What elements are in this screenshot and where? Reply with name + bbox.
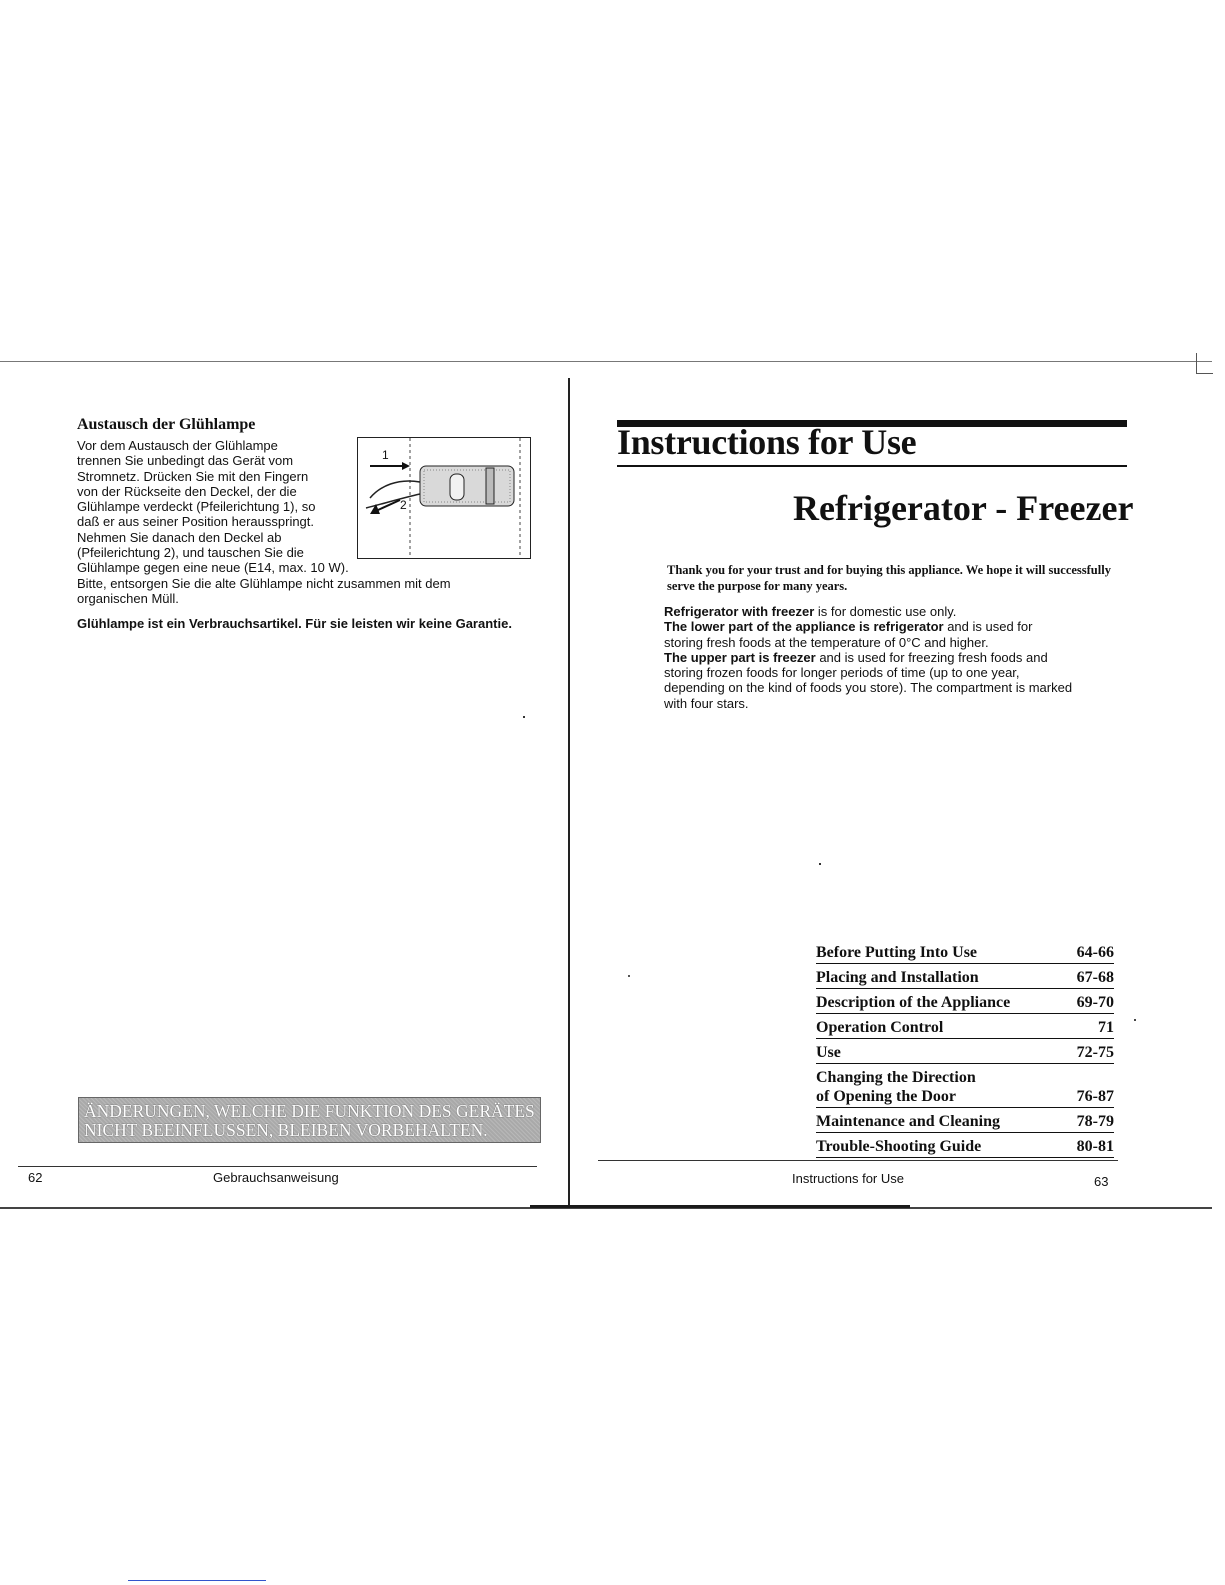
paragraph-line: trennen Sie unbedingt das Gerät vom xyxy=(77,453,294,469)
body-text: is for domestic use only. xyxy=(814,604,957,619)
toc-title: Maintenance and Cleaning xyxy=(816,1113,1001,1130)
scan-top-rule xyxy=(0,361,1212,362)
toc-pages: 64-66 xyxy=(1076,944,1114,961)
toc-row[interactable] xyxy=(816,1039,1114,1064)
crop-mark xyxy=(1196,353,1213,374)
notice-line: NICHT BEEINFLUSSEN, BLEIBEN VORBEHALTEN. xyxy=(84,1120,488,1140)
footer-rule xyxy=(598,1160,1118,1161)
arrow-2-label: 2 xyxy=(400,498,407,512)
body-line xyxy=(664,604,1124,619)
toc-row[interactable] xyxy=(816,939,1114,964)
scan-bottom-shadow xyxy=(530,1205,910,1208)
table-of-contents xyxy=(816,939,1114,1158)
scan-speck xyxy=(1134,1019,1136,1021)
body-line xyxy=(664,619,1124,634)
body-text: and is used for freezing fresh foods and xyxy=(815,649,1048,665)
paragraph-line: organischen Müll. xyxy=(77,590,179,606)
toc-row[interactable] xyxy=(816,964,1114,989)
appliance-description xyxy=(664,604,1124,711)
body-line: storing fresh foods at the temperature of 0°C and higher. xyxy=(664,634,989,650)
book-spine xyxy=(568,378,570,1208)
toc-title: Placing and Installation xyxy=(816,969,979,986)
footer-rule xyxy=(18,1166,537,1167)
toc-title-line: of Opening the Door xyxy=(816,1088,956,1105)
body-line xyxy=(664,650,1124,665)
footer-title: Gebrauchsanweisung xyxy=(213,1170,339,1185)
body-text: and is used for xyxy=(943,619,1033,635)
notice-line: ÄNDERUNGEN, WELCHE DIE FUNKTION DES GERÄTES xyxy=(84,1101,535,1121)
body-bold: The lower part of the appliance is refrigerator xyxy=(664,619,944,635)
warranty-note: Glühlampe ist ein Verbrauchsartikel. Für sie leisten wir keine Garantie. xyxy=(77,616,512,631)
paragraph-line: (Pfeilerichtung 2), und tauschen Sie die xyxy=(77,545,304,561)
paragraph-line: von der Rückseite den Deckel, der die xyxy=(77,483,297,499)
link-underline xyxy=(128,1580,266,1581)
toc-title-line: Changing the Direction xyxy=(816,1069,976,1086)
paragraph-line: Bitte, entsorgen Sie die alte Glühlampe nicht zusammen mit dem xyxy=(77,575,451,591)
arrow-1-label: 1 xyxy=(382,448,389,462)
page-number: 63 xyxy=(1094,1174,1109,1189)
paragraph-line: Vor dem Austausch der Glühlampe xyxy=(77,438,278,453)
title-bottom-rule xyxy=(617,465,1127,467)
paragraph-line: Glühlampe gegen eine neue (E14, max. 10 W). xyxy=(77,560,349,576)
paragraph-line: Nehmen Sie danach den Deckel ab xyxy=(77,529,282,545)
lamp-replacement-figure xyxy=(357,437,531,559)
toc-title: Trouble-Shooting Guide xyxy=(816,1138,982,1155)
intro-paragraph: Thank you for your trust and for buying this appliance. We hope it will successfully serve the purpose for many years. xyxy=(667,563,1111,593)
page-subtitle: Refrigerator - Freezer xyxy=(793,488,1134,528)
page-number: 62 xyxy=(28,1170,43,1185)
body-line: with four stars. xyxy=(664,695,749,711)
toc-pages: 72-75 xyxy=(1076,1044,1114,1061)
paragraph-line: Glühlampe verdeckt (Pfeilerichtung 1), so xyxy=(77,499,316,515)
toc-row[interactable] xyxy=(816,1064,1114,1108)
body-line: depending on the kind of foods you store). The compartment is marked xyxy=(664,680,1073,696)
toc-pages: 67-68 xyxy=(1076,969,1114,986)
body-bold: The upper part is freezer xyxy=(664,649,816,665)
toc-title: Use xyxy=(816,1044,841,1061)
toc-row[interactable] xyxy=(816,1014,1114,1039)
toc-pages: 71 xyxy=(1098,1019,1114,1036)
scan-speck xyxy=(628,975,630,977)
toc-pages: 76-87 xyxy=(1076,1088,1114,1105)
scan-speck xyxy=(819,863,821,865)
toc-row[interactable] xyxy=(816,1133,1114,1158)
body-bold: Refrigerator with freezer xyxy=(664,604,815,619)
scan-speck xyxy=(523,716,525,718)
toc-pages: 80-81 xyxy=(1076,1138,1114,1155)
footer-title: Instructions for Use xyxy=(792,1171,904,1186)
toc-row[interactable] xyxy=(816,1108,1114,1133)
toc-title: Before Putting Into Use xyxy=(816,944,978,961)
page-title: Instructions for Use xyxy=(617,422,917,462)
toc-pages: 78-79 xyxy=(1076,1113,1114,1130)
paragraph-line: Stromnetz. Drücken Sie mit den Fingern xyxy=(77,468,309,484)
toc-title xyxy=(816,1068,976,1106)
toc-row[interactable] xyxy=(816,989,1114,1014)
toc-title: Operation Control xyxy=(816,1019,944,1036)
section-heading: Austausch der Glühlampe xyxy=(77,416,256,433)
toc-pages: 69-70 xyxy=(1076,994,1114,1011)
body-line: storing frozen foods for longer periods of time (up to one year, xyxy=(664,665,1020,681)
paragraph-line: daß er aus seiner Position herausspringt. xyxy=(77,514,315,530)
toc-title: Description of the Appliance xyxy=(816,994,1011,1011)
changes-reserved-notice xyxy=(78,1097,541,1143)
